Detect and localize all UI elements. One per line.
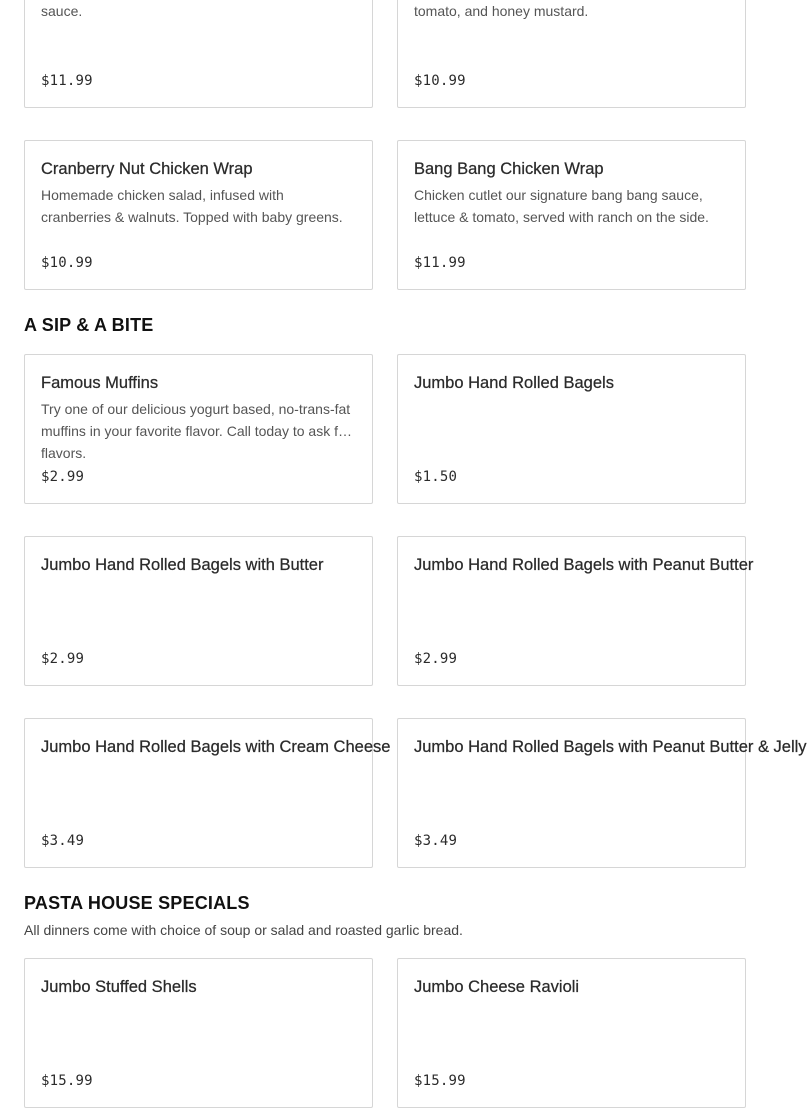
menu-item-card[interactable] [24,536,373,686]
menu-item-name: Famous Muffins [41,374,159,392]
menu-item-description: sauce. [41,3,83,19]
menu-item-description [41,580,356,624]
section-title: A SIP & A BITE [24,315,154,335]
menu-item-card[interactable] [24,354,373,504]
menu-item-description [414,580,729,624]
menu-item-description: Homemade chicken salad, infused with cranberries & walnuts. Topped with baby greens. [41,187,343,225]
menu-item-card[interactable] [397,718,807,868]
menu-item-price: $15.99 [414,1073,466,1089]
menu-item-description [414,1002,729,1046]
menu-item-name: Jumbo Hand Rolled Bagels with Peanut Butter & Jelly [414,738,807,756]
menu-item-price: $2.99 [41,469,85,485]
menu-item-price: $15.99 [41,1073,93,1089]
menu-item-card[interactable] [24,718,391,868]
menu-item-name: Jumbo Hand Rolled Bagels with Butter [41,556,324,574]
menu-item-description [41,1002,356,1046]
menu-item-name: Jumbo Stuffed Shells [41,978,197,996]
menu-item-card[interactable] [397,958,746,1108]
section-title: PASTA HOUSE SPECIALS [24,893,250,913]
menu-item-price: $3.49 [414,833,458,849]
menu-item-price: $11.99 [414,255,466,271]
menu-item-card[interactable] [397,0,746,108]
section-description: All dinners come with choice of soup or salad and roasted garlic bread. [24,922,463,938]
menu-item-name: Jumbo Cheese Ravioli [414,978,580,996]
menu-item-name: Bang Bang Chicken Wrap [414,160,604,178]
menu-item-price: $3.49 [41,833,85,849]
menu-item-description [414,762,729,806]
menu-item-description: tomato, and honey mustard. [414,3,589,19]
menu-item-description: Try one of our delicious yogurt based, no-trans-fat muffins in your favorite flavor. Call today to ask for flavors. [41,401,351,461]
menu-item-name: Cranberry Nut Chicken Wrap [41,160,253,178]
menu-item-description: Chicken cutlet our signature bang bang sauce, lettuce & tomato, served with ranch on the side. [414,187,709,225]
menu-item-price: $11.99 [41,73,93,89]
menu-item-card[interactable] [24,140,373,290]
menu-item-card[interactable] [397,140,746,290]
menu-item-description [414,398,729,442]
menu-item-card[interactable] [397,354,746,504]
menu-item-card[interactable] [24,0,373,108]
menu-item-price: $10.99 [41,255,93,271]
menu-item-name: Jumbo Hand Rolled Bagels with Peanut Butter [414,556,754,574]
menu-item-name: Jumbo Hand Rolled Bagels [414,374,614,392]
menu-item-price: $1.50 [414,469,458,485]
menu-item-description [41,762,356,806]
menu-item-card[interactable] [24,958,373,1108]
menu-item-card[interactable] [397,536,754,686]
menu-item-name: Jumbo Hand Rolled Bagels with Cream Cheese [41,738,391,756]
menu-item-price: $10.99 [414,73,466,89]
menu-item-price: $2.99 [414,651,458,667]
menu-item-price: $2.99 [41,651,85,667]
